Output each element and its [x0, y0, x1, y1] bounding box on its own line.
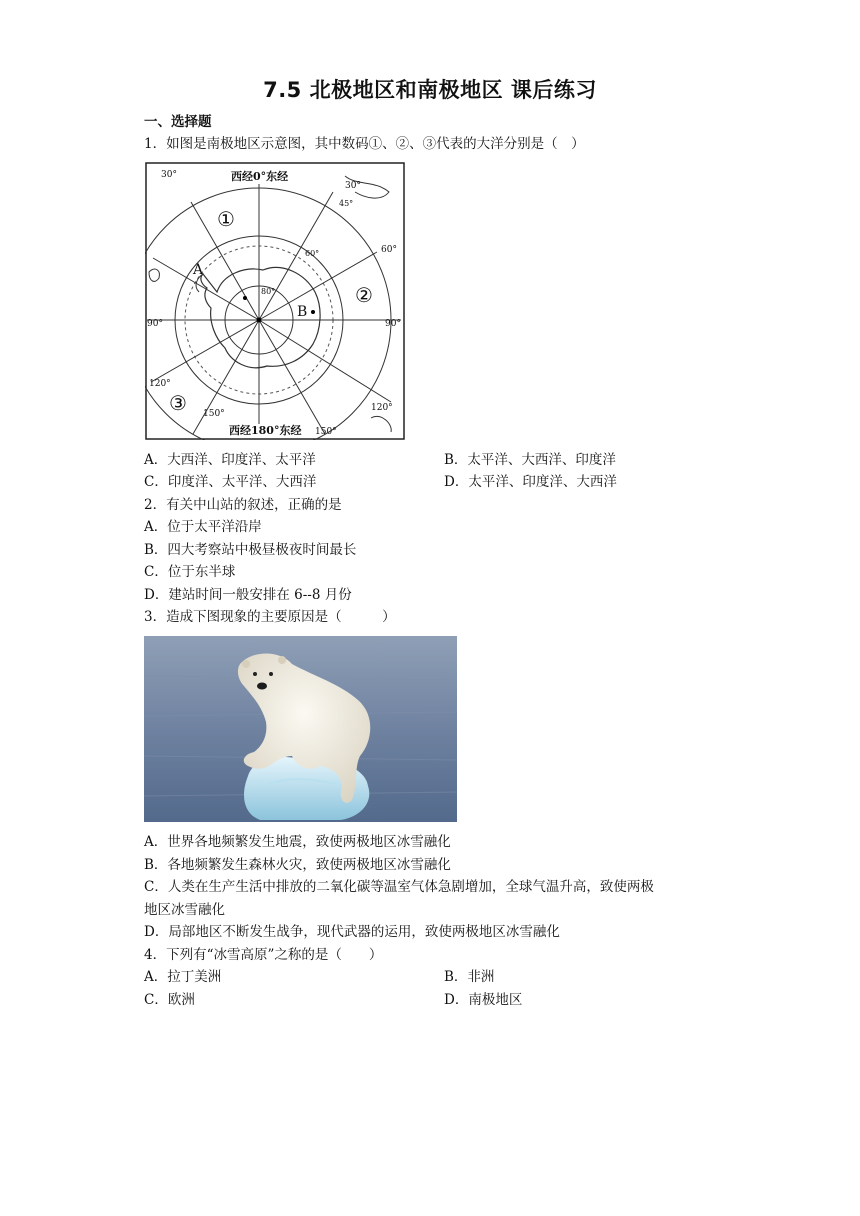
q4-option-d: D．南极地区 — [444, 992, 523, 1008]
map-label-150-right: 150° — [315, 427, 337, 437]
map-label-150-left: 150° — [203, 409, 225, 419]
map-label-80: 80° — [261, 287, 276, 296]
map-point-b: B — [297, 304, 308, 320]
map-label-90-right: 90° — [385, 319, 401, 329]
map-label-30-right: 30° — [345, 181, 361, 191]
question-3-stem: 3．造成下图现象的主要原因是（ ） — [144, 609, 396, 625]
map-ocean-1: ① — [217, 207, 235, 231]
question-4-stem: 4．下列有“冰雪高原”之称的是（ ） — [144, 947, 383, 963]
antarctic-map — [145, 162, 405, 440]
q1-option-c: C．印度洋、太平洋、大西洋 — [144, 474, 317, 490]
q4-option-a: A．拉丁美洲 — [144, 969, 222, 985]
map-label-120-right: 120° — [371, 403, 393, 413]
q2-option-b: B．四大考察站中极昼极夜时间最长 — [144, 542, 357, 558]
page-title: 7.5 北极地区和南极地区 课后练习 — [263, 78, 597, 102]
question-1-stem: 1．如图是南极地区示意图，其中数码①、②、③代表的大洋分别是（ ） — [144, 136, 585, 152]
map-ocean-3: ③ — [169, 391, 187, 415]
q4-option-b: B．非洲 — [444, 969, 495, 985]
map-label-120-left: 120° — [149, 379, 171, 389]
q3-option-a: A．世界各地频繁发生地震，致使两极地区冰雪融化 — [144, 834, 451, 850]
polar-bear-photo — [144, 636, 457, 822]
question-2-stem: 2．有关中山站的叙述，正确的是 — [144, 497, 342, 513]
map-top-label: 西经0°东经 — [231, 170, 289, 183]
q1-option-a: A．大西洋、印度洋、太平洋 — [144, 452, 316, 468]
q4-option-c: C．欧洲 — [144, 992, 195, 1008]
q2-option-c: C．位于东半球 — [144, 564, 236, 580]
map-label-90-left: 90° — [147, 319, 163, 329]
map-label-60b: 60° — [381, 245, 397, 255]
map-label-45: 45° — [339, 199, 354, 208]
q1-option-b: B．太平洋、大西洋、印度洋 — [444, 452, 616, 468]
q2-option-d: D．建站时间一般安排在 6--8 月份 — [144, 587, 352, 603]
q1-option-d: D．太平洋、印度洋、大西洋 — [444, 474, 617, 490]
section-heading: 一、选择题 — [144, 114, 212, 130]
q3-option-c: C．人类在生产生活中排放的二氧化碳等温室气体急剧增加，全球气温升高，致使两极 — [144, 879, 654, 895]
q2-option-a: A．位于太平洋沿岸 — [144, 519, 262, 535]
map-ocean-2: ② — [355, 283, 373, 307]
map-bottom-label: 西经180°东经 — [229, 424, 302, 437]
q3-option-b: B．各地频繁发生森林火灾，致使两极地区冰雪融化 — [144, 857, 451, 873]
q3-option-d: D．局部地区不断发生战争，现代武器的运用，致使两极地区冰雪融化 — [144, 924, 560, 940]
map-label-30-left: 30° — [161, 170, 177, 180]
q3-option-c-continued: 地区冰雪融化 — [144, 902, 225, 918]
map-label-60: 60° — [305, 249, 320, 258]
map-point-a: A — [193, 262, 204, 278]
